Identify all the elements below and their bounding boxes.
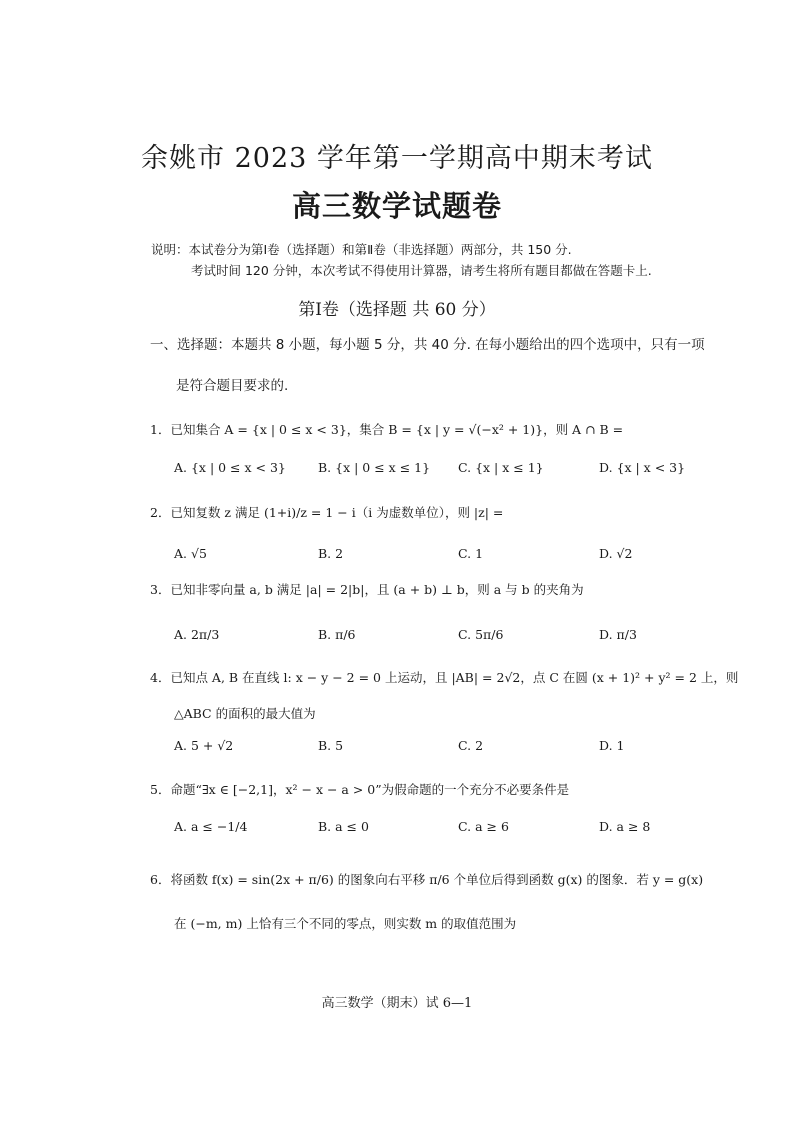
exam-subtitle: 高三数学试题卷 — [291, 189, 502, 223]
question-5-stem: 5．命题“∃x ∈ [−2,1]，x² − x − a > 0”为假命题的一个充分不必要条件是 — [150, 782, 570, 797]
question-5-option-d: D. a ≥ 8 — [599, 819, 651, 834]
question-4-option-a: A. 5 + √2 — [174, 738, 234, 753]
question-1-option-b: B. {x | 0 ≤ x ≤ 1} — [318, 460, 431, 475]
page-footer: 高三数学（期末）试 6—1 — [321, 996, 473, 1011]
question-1-option-d: D. {x | x < 3} — [599, 460, 686, 475]
question-1-stem: 1．已知集合 A = {x | 0 ≤ x < 3}，集合 B = {x | y = √(−x² + 1)}，则 A ∩ B = — [150, 422, 624, 437]
question-3-option-a: A. 2π/3 — [174, 627, 220, 642]
exam-title: 余姚市 2023 学年第一学期高中期末考试 — [141, 143, 653, 174]
question-2-option-a: A. √5 — [174, 546, 207, 561]
question-6-stem-cont: 在 (−m, m) 上恰有三个不同的零点，则实数 m 的取值范围为 — [174, 916, 517, 931]
question-4-option-d: D. 1 — [599, 738, 625, 753]
question-4-option-c: C. 2 — [458, 738, 484, 753]
question-4-stem-cont: △ABC 的面积的最大值为 — [174, 706, 316, 721]
question-4-option-b: B. 5 — [318, 738, 344, 753]
question-1-option-a: A. {x | 0 ≤ x < 3} — [174, 460, 286, 475]
question-1-option-c: C. {x | x ≤ 1} — [458, 460, 544, 475]
part1-instruction-cont: 是符合题目要求的. — [176, 378, 289, 394]
question-2-option-d: D. √2 — [599, 546, 633, 561]
question-3-option-c: C. 5π/6 — [458, 627, 504, 642]
question-5-option-c: C. a ≥ 6 — [458, 819, 509, 834]
question-2-stem: 2．已知复数 z 满足 (1+i)/z = 1 − i（i 为虚数单位），则 |z| = — [150, 505, 504, 520]
question-3-option-d: D. π/3 — [599, 627, 637, 642]
question-4-stem: 4．已知点 A, B 在直线 l: x − y − 2 = 0 上运动，且 |AB| = 2√2，点 C 在圆 (x + 1)² + y² = 2 上，则 — [150, 670, 739, 685]
question-2-option-c: C. 1 — [458, 546, 484, 561]
question-3-option-b: B. π/6 — [318, 627, 356, 642]
note-line-1: 说明：本试卷分为第Ⅰ卷（选择题）和第Ⅱ卷（非选择题）两部分，共 150 分. — [151, 242, 572, 257]
question-3-stem: 3．已知非零向量 a, b 满足 |a| = 2|b|，且 (a + b) ⊥ b，则 a 与 b 的夹角为 — [150, 582, 584, 597]
note-line-2: 考试时间 120 分钟，本次考试不得使用计算器，请考生将所有题目都做在答题卡上. — [191, 263, 652, 278]
part1-instruction: 一、选择题：本题共 8 小题，每小题 5 分，共 40 分. 在每小题给出的四个选项中，只有一项 — [150, 337, 705, 353]
question-2-option-b: B. 2 — [318, 546, 344, 561]
question-5-option-a: A. a ≤ −1/4 — [174, 819, 248, 834]
section-title: 第Ⅰ卷（选择题 共 60 分） — [298, 300, 496, 320]
question-5-option-b: B. a ≤ 0 — [318, 819, 369, 834]
question-6-stem: 6．将函数 f(x) = sin(2x + π/6) 的图象向右平移 π/6 个单位后得到函数 g(x) 的图象．若 y = g(x) — [150, 872, 704, 887]
